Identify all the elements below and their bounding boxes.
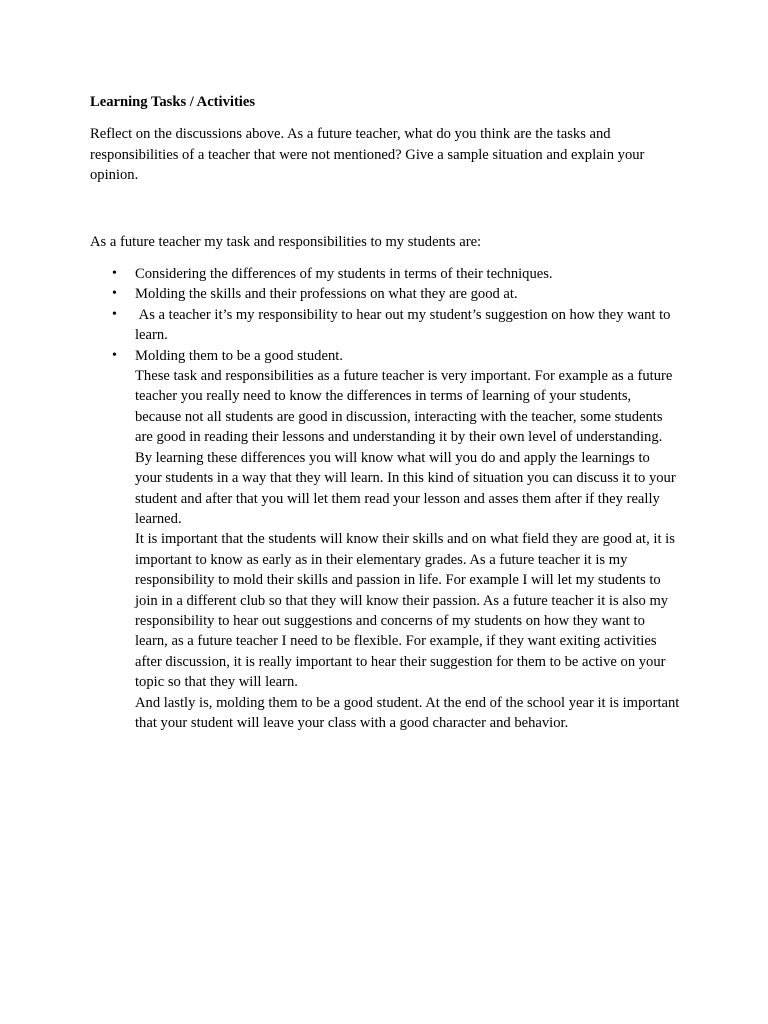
bullet-icon: • (112, 266, 117, 282)
responsibilities-list (90, 264, 680, 733)
list-item-text: As a teacher it’s my responsibility to hear out my student’s suggestion on how they want to learn. (135, 306, 675, 344)
list-item-text: Molding the skills and their professions on what they are good at. (135, 286, 518, 303)
bullet-icon: • (112, 306, 117, 322)
list-item (90, 346, 680, 734)
bullet-icon: • (112, 347, 117, 363)
list-item (90, 305, 680, 346)
explanation-paragraph: It is important that the students will know their skills and on what field they are good at, it is important to know as early as in their elementary grades. As a future teacher it is my responsibility to mold their skills and passion in life. For example I will let my students to join in a different club so that they will know their passion. As a future teacher it is also my responsibility to hear out suggestions and concerns of my students on how they want to learn, as a future teacher I need to be flexible. For example, if they want exiting activities after discussion, it is really important to hear their suggestion for them to be active on your topic so that they will learn. (135, 531, 675, 691)
section-heading: Learning Tasks / Activities (90, 94, 256, 110)
explanation-paragraph: And lastly is, molding them to be a good student. At the end of the school year it is important that your student will leave your class with a good character and behavior. (135, 694, 680, 731)
prompt-paragraph: Reflect on the discussions above. As a future teacher, what do you think are the tasks and responsibilities of a teacher that were not mentioned? Give a sample situation and explain your opinion. (90, 126, 645, 184)
document-body (90, 92, 680, 733)
list-item (90, 264, 680, 284)
bullet-icon: • (112, 286, 117, 302)
intro-paragraph: As a future teacher my task and responsibilities to my students are: (90, 233, 482, 250)
list-item-text: Molding them to be a good student. (135, 347, 343, 364)
list-item (90, 284, 680, 304)
explanation-paragraph: These task and responsibilities as a future teacher is very important. For example as a future teacher you really need to know the differences in terms of learning of your students, because not all students are good in discussion, interacting with the teacher, some students are good in reading their lessons and understanding it by their own level of understanding. By learning these differences you will know what will you do and apply the learnings to your students in a way that they will learn. In this kind of situation you can discuss it to your student and after that you will let them read your lesson and asses them after if they really learned. (135, 368, 676, 527)
list-item-text: Considering the differences of my students in terms of their techniques. (135, 266, 553, 283)
